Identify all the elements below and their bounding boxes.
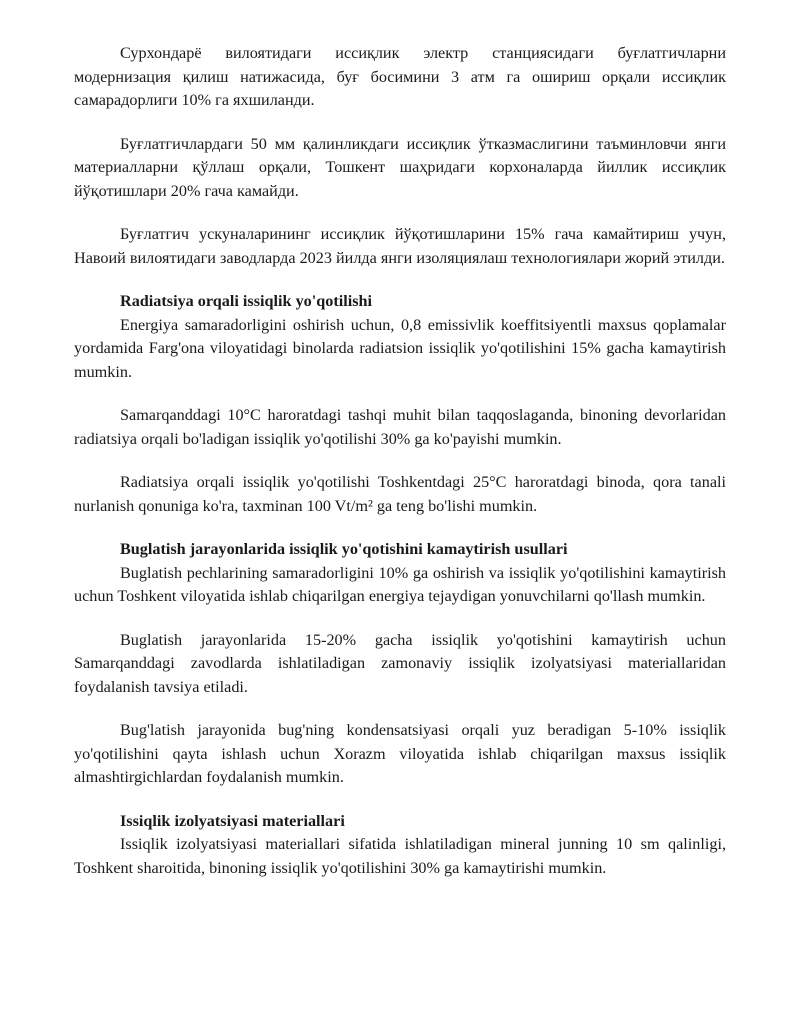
paragraph: Radiatsiya orqali issiqlik yo'qotilishi Toshkentdagi 25°C haroratdagi binoda, qora tanali nurlanish qonuniga ko'ra, taxminan 100 Vt/m² ga teng bo'lishi mumkin. [74,473,726,515]
paragraph: Буғлатгич ускуналарининг иссиқлик йўқотишларини 15% гача камайтириш учун, Навоий вилоятидаги заводларда 2023 йилда янги изоляциялаш технологиялари жорий этилди. [74,225,726,267]
document-page [74,42,726,880]
paragraph: Буғлатгичлардаги 50 мм қалинликдаги иссиқлик ўтказмаслигини таъминловчи янги материалларни қўллаш орқали, Тошкент шаҳридаги корхоналарда йиллик иссиқлик йўқотишлари 20% гача камайди. [74,134,726,200]
paragraph: Bug'latish jarayonida bug'ning kondensatsiyasi orqali yuz beradigan 5-10% issiqlik yo'qotilishini qayta ishlash uchun Xorazm viloyatida ishlab chiqarilgan maxsus issiqlik almashtirgichlardan foydalanish mumkin. [74,721,726,786]
section-heading: Issiqlik izolyatsiyasi materiallari [120,811,345,830]
paragraph: Сурхондарё вилоятидаги иссиқлик электр станциясидаги буғлатгичларни модернизация қилиш натижасида, буғ босимини 3 атм га ошириш орқали иссиқлик самарадорлиги 10% га яхшиланди. [74,44,726,109]
paragraph: Buglatish pechlarining samaradorligini 10% ga oshirish va issiqlik yo'qotilishini kamaytirish uchun Toshkent viloyatida ishlab chiqarilgan energiya tejaydigan yonuvchilarni qo'llash mumkin. [74,563,726,605]
paragraph: Energiya samaradorligini oshirish uchun, 0,8 emissivlik koeffitsiyentli maxsus qoplamalar yordamida Farg'ona viloyatidagi binolarda radiatsion issiqlik yo'qotilishini 15% gacha kamaytirish mumkin. [74,315,726,381]
paragraph: Issiqlik izolyatsiyasi materiallari sifatida ishlatiladigan mineral junning 10 sm qalinligi, Toshkent sharoitida, binoning issiqlik yo'qotilishini 30% ga kamaytirishi mumkin. [74,835,726,877]
section-heading: Radiatsiya orqali issiqlik yo'qotilishi [120,292,373,310]
paragraph: Samarqanddagi 10°C haroratdagi tashqi muhit bilan taqqoslaganda, binoning devorlaridan radiatsiya orqali bo'ladigan issiqlik yo'qotilishi 30% ga ko'payishi mumkin. [74,406,726,448]
section-heading: Buglatish jarayonlarida issiqlik yo'qotishini kamaytirish usullari [120,540,568,558]
paragraph: Buglatish jarayonlarida 15-20% gacha issiqlik yo'qotishini kamaytirish uchun Samarqanddagi zavodlarda ishlatiladigan zamonaviy issiqlik izolyatsiyasi materiallaridan foydalanish tavsiya etiladi. [74,630,726,696]
